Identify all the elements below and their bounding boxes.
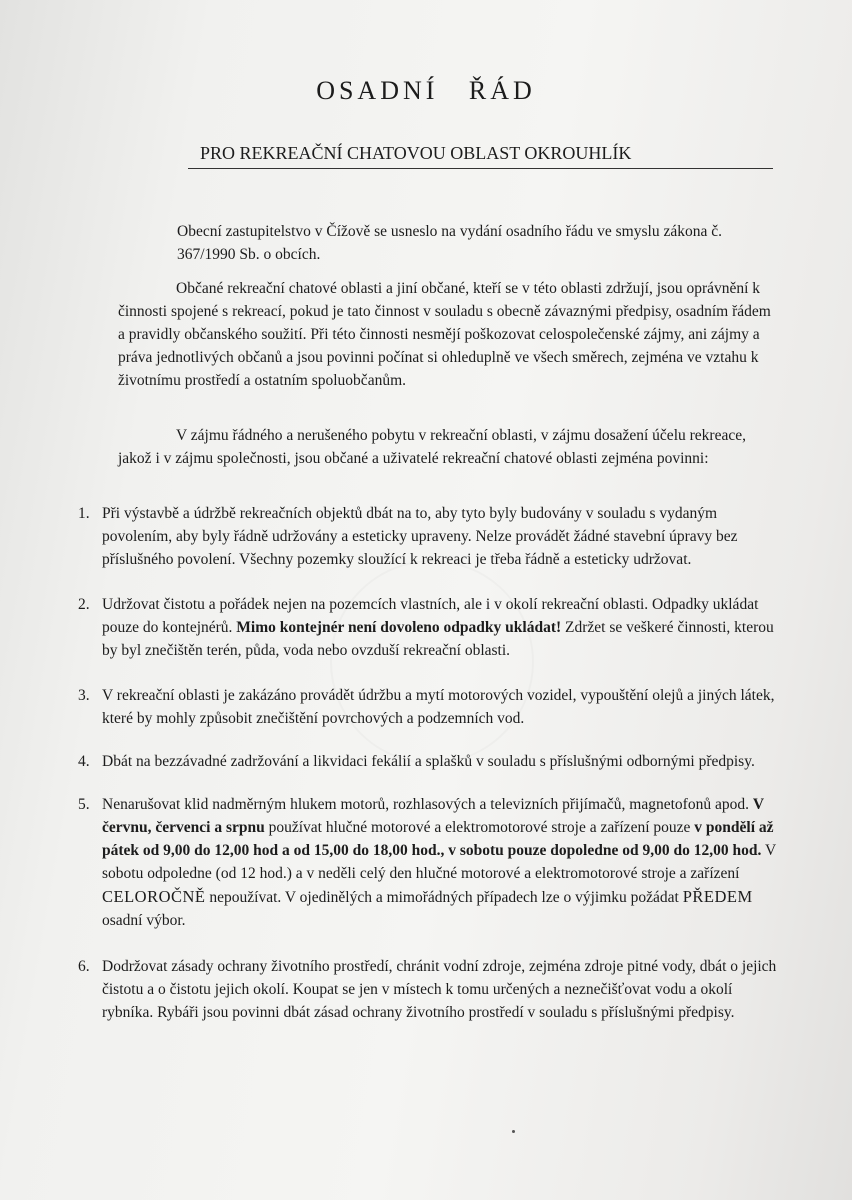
paragraph-rights-text: Občané rekreační chatové oblasti a jiní občané, kteří se v této oblasti zdržují, jsou oprávnění k činnosti spojené s rekreací, pokud je tato činnost v souladu s obecně závaznými předpisy, osadním řádem a pravidly občanského soužití. Při této činnosti nesmějí poškozovat celospolečenské zájmy, ani zájmy a práva jednotlivých občanů a jsou povinni počínat si ohleduplně ve všech směrech, zejména ve vztahu k životnímu prostředí a ostatním spoluobčanům. — [118, 280, 771, 389]
item-caps-in-advance: PŘEDEM — [682, 887, 753, 906]
list-item — [78, 684, 778, 730]
item-text: nepoužívat. V ojedinělých a mimořádných případech lze o výjimku požádat — [209, 889, 679, 906]
item-caps-year-round: CELOROČNĚ — [102, 887, 206, 906]
item-number: 2. — [78, 596, 90, 613]
paper-speck — [512, 1130, 515, 1133]
item-text: V sobotu odpoledne (od 12 hod.) a v neděli celý den hlučné motorové a elektromotorové stroje a zařízení — [102, 842, 776, 882]
item-text: Udržovat čistotu a pořádek nejen na pozemcích vlastních, ale i v okolí rekreační oblasti. Odpadky ukládat pouze do kontejnérů. — [102, 596, 759, 636]
list-item — [78, 955, 778, 1024]
item-text: Dbát na bezzávadné zadržování a likvidaci fekálií a splašků v souladu s příslušnými odbornými předpisy. — [102, 753, 755, 770]
item-text: Zdržet se veškeré činnosti, kterou by byl znečištěn terén, půda, voda nebo ovzduší rekreační oblasti. — [102, 619, 774, 659]
item-number: 5. — [78, 796, 90, 813]
item-text: používat hlučné motorové a elektromotorové stroje a zařízení pouze — [268, 819, 691, 836]
item-number: 3. — [78, 687, 90, 704]
list-item — [78, 502, 778, 571]
item-bold-months: V červnu, červenci a srpnu — [102, 796, 764, 836]
paragraph-duties — [118, 424, 778, 470]
item-bold-warning: Mimo kontejnér není dovoleno odpadky ukládat! — [236, 619, 562, 636]
item-text: Nenarušovat klid nadměrným hlukem motorů, rozhlasových a televizních přijímačů, magnetofonů apod. — [102, 796, 749, 813]
list-item — [78, 750, 778, 773]
duties-list — [78, 502, 778, 1024]
item-number: 4. — [78, 753, 90, 770]
intro-paragraph: Obecní zastupitelstvo v Čížově se usneslo na vydání osadního řádu ve smyslu zákona č. 367/1990 Sb. o obcích. — [177, 223, 722, 263]
item-text: Dodržovat zásady ochrany životního prostředí, chránit vodní zdroje, zejména zdroje pitné vody, dbát o jejich čistotu a o čistotu jejich okolí. Koupat se jen v místech k tomu určených a neznečišťovat vodu a okolí rybníka. Rybáři jsou povinni dbát zásad ochrany životního prostředí v souladu s příslušnými předpisy. — [102, 958, 777, 1021]
item-text: Při výstavbě a údržbě rekreačních objektů dbát na to, aby tyto byly budovány v souladu s vydaným povolením, aby byly řádně udržovány a esteticky upraveny. Nelze provádět žádné stavební úpravy bez příslušného povolení. Všechny pozemky sloužící k rekreaci je třeba řádně a esteticky udržovat. — [102, 505, 738, 568]
list-item — [78, 593, 778, 662]
item-text: V rekreační oblasti je zakázáno provádět údržbu a mytí motorových vozidel, vypouštění olejů a jiných látek, které by mohly způsobit znečištění povrchových a podzemních vod. — [102, 687, 775, 727]
paragraph-rights — [118, 277, 778, 392]
item-number: 6. — [78, 958, 90, 975]
list-item — [78, 793, 778, 932]
item-bold-hours: v pondělí až pátek od 9,00 do 12,00 hod a od 15,00 do 18,00 hod., v sobotu pouze dopoledne od 9,00 do 12,00 hod. — [102, 819, 774, 859]
item-number: 1. — [78, 505, 90, 522]
paragraph-duties-text: V zájmu řádného a nerušeného pobytu v rekreační oblasti, v zájmu dosažení účelu rekreace, jakož i v zájmu společnosti, jsou občané a uživatelé rekreační chatové oblasti zejména povinni: — [118, 427, 746, 467]
document-subtitle: PRO REKREAČNÍ CHATOVOU OBLAST OKROUHLÍK — [200, 143, 632, 163]
document-title: OSADNÍ ŘÁD — [316, 76, 536, 105]
item-text: osadní výbor. — [102, 912, 186, 929]
title-underline — [188, 168, 773, 169]
